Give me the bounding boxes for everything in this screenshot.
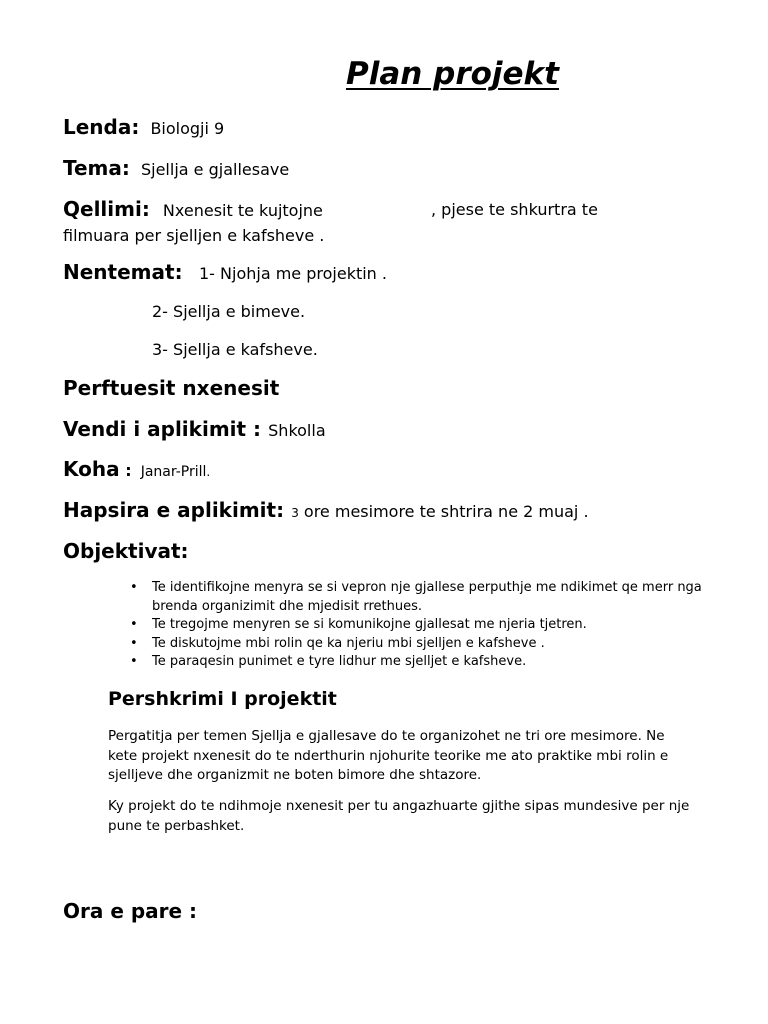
tema-value: Sjellja e gjallesave <box>140 160 290 179</box>
nentemat-label: Nentemat: <box>63 260 183 284</box>
nentemat-item: 3- Sjellja e kafsheve. <box>152 340 318 359</box>
list-item: • Te identifikojne menyra se si vepron nje gjallese perputhje me ndikimet qe merr nga brenda organizimit dhe mjedisit rrethues. <box>152 579 752 616</box>
vendi-row <box>63 417 326 441</box>
vendi-value: Shkolla <box>268 421 326 440</box>
pershkrimi-heading: Pershkrimi I projektit <box>108 688 337 710</box>
vendi-label: Vendi i aplikimit : <box>63 417 262 441</box>
qellimi-value-line2: filmuara per sjelljen e kafsheve . <box>63 226 325 245</box>
lenda-value: Biologji 9 <box>150 119 225 138</box>
lenda-label: Lenda: <box>63 115 140 139</box>
hapsira-label: Hapsira e aplikimit: <box>63 498 285 522</box>
hapsira-value: ore mesimore te shtrira ne 2 muaj . <box>298 502 589 521</box>
qellimi-value-part1: Nxenesit te kujtojne <box>162 201 323 220</box>
koha-dot: . <box>206 465 211 479</box>
koha-label: Koha <box>63 457 120 481</box>
qellimi-value-part2: , pjese te shkurtra te <box>431 200 598 219</box>
koha-colon: : <box>119 461 132 480</box>
pershkrimi-paragraph-2: Ky projekt do te ndihmoje nxenesit per tu angazhuarte gjithe sipas mundesive per nje pune te perbashket. <box>108 798 690 834</box>
pershkrimi-paragraph-1: Pergatitja per temen Sjellja e gjallesave do te organizohet ne tri ore mesimore. Ne kete projekt nxenesit do te nderthurin njohurite teorike me ato praktike mbi rolin e sjelljeve dhe organizmit ne boten bimore dhe shtazore. <box>108 728 669 783</box>
qellimi-row <box>63 197 323 221</box>
koha-row <box>63 457 210 481</box>
objektivat-label: Objektivat: <box>63 539 189 563</box>
perftuesit-label: Perftuesit nxenesit <box>63 376 280 400</box>
nentemat-row <box>63 260 183 284</box>
list-item: • Te diskutojme mbi rolin qe ka njeriu mbi sjelljen e kafsheve . <box>152 635 752 654</box>
tema-label: Tema: <box>63 156 130 180</box>
page-title: Plan projekt <box>346 56 559 92</box>
hapsira-num: 3 <box>291 506 299 520</box>
objektivat-list <box>108 579 752 672</box>
nentemat-item: 2- Sjellja e bimeve. <box>152 302 306 321</box>
koha-value: Janar-Prill <box>140 464 207 480</box>
nentemat-item: 1- Njohja me projektin . <box>199 264 387 283</box>
qellimi-label: Qellimi: <box>63 197 150 221</box>
list-item: • Te tregojme menyren se si komunikojne gjallesat me njeria tjetren. <box>152 616 752 635</box>
ora-pare-label: Ora e pare : <box>63 899 198 923</box>
hapsira-row <box>63 498 589 522</box>
tema-row <box>63 156 289 180</box>
lenda-row <box>63 115 224 139</box>
list-item: • Te paraqesin punimet e tyre lidhur me sjelljet e kafsheve. <box>152 653 752 672</box>
